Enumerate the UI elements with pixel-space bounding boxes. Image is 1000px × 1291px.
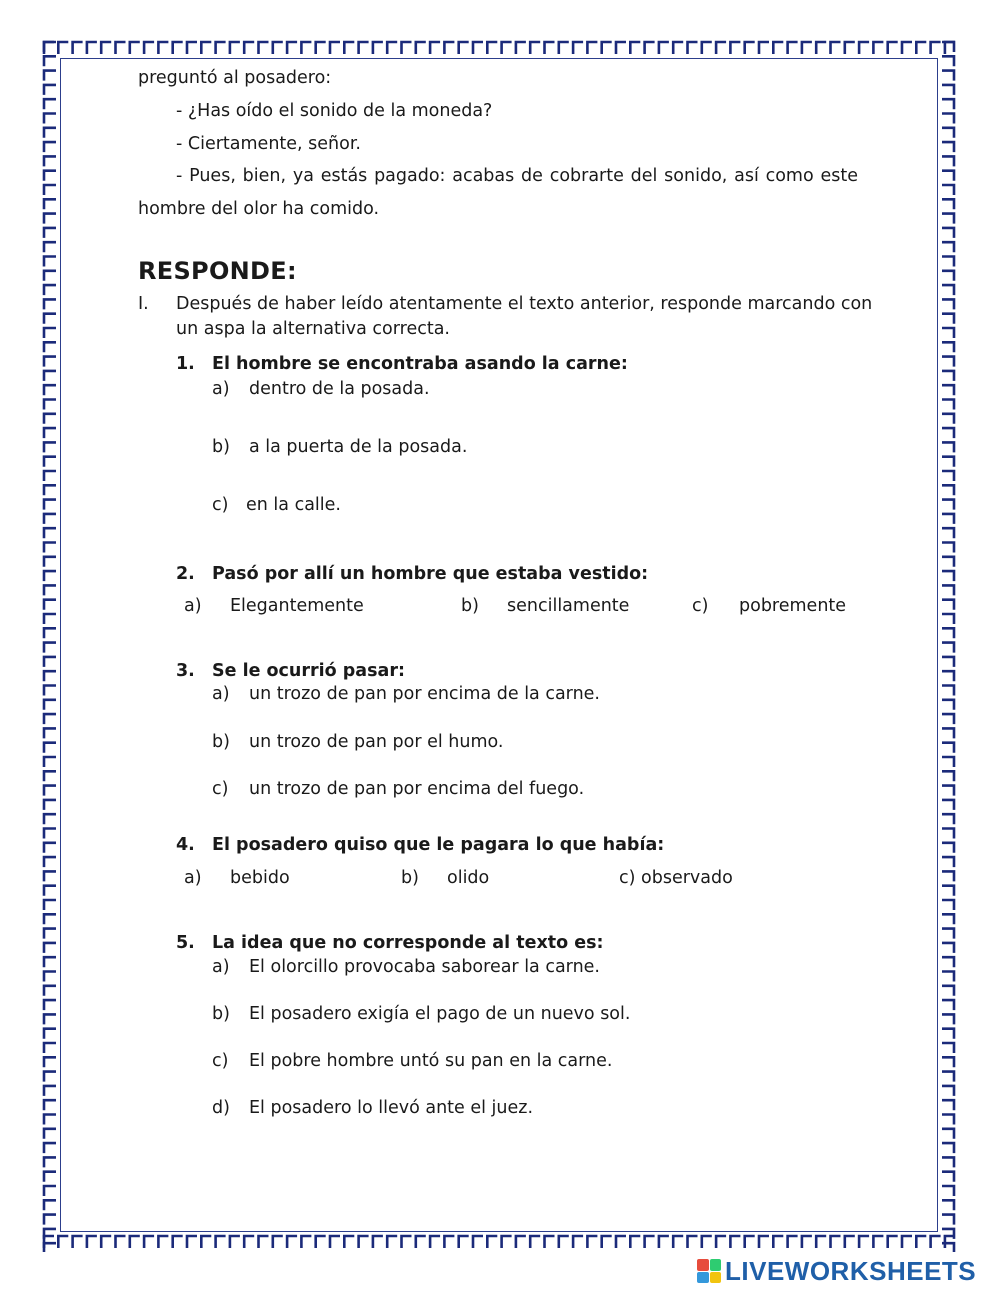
liveworksheets-wordmark: LIVEWORKSHEETS — [725, 1255, 977, 1286]
question-3-number: 3. — [176, 661, 195, 681]
instruction-line-1: Después de haber leído atentamente el texto anterior, responde marcando con — [176, 294, 873, 314]
section-heading: RESPONDE: — [138, 257, 297, 285]
q4-option-b-text[interactable]: olido — [447, 868, 490, 888]
q4-option-b-letter[interactable]: b) — [401, 868, 419, 888]
question-5-number: 5. — [176, 933, 195, 953]
q1-option-b-text[interactable]: a la puerta de la posada. — [249, 437, 468, 457]
question-1-title: El hombre se encontraba asando la carne: — [212, 354, 628, 374]
q4-option-c[interactable]: c) observado — [619, 868, 733, 888]
liveworksheets-logo — [697, 1255, 977, 1286]
instruction-line-2: un aspa la alternativa correcta. — [176, 319, 450, 339]
logo-tile-blue — [697, 1272, 709, 1284]
q3-option-b-letter[interactable]: b) — [212, 732, 230, 752]
logo-tile-green — [710, 1259, 722, 1271]
q3-option-a-text[interactable]: un trozo de pan por encima de la carne. — [249, 684, 600, 704]
question-5-title: La idea que no corresponde al texto es: — [212, 933, 604, 953]
q5-option-c-letter[interactable]: c) — [212, 1051, 229, 1071]
q2-option-c-letter[interactable]: c) — [692, 596, 709, 616]
q1-option-c-text[interactable]: en la calle. — [246, 495, 341, 515]
q1-option-b-letter[interactable]: b) — [212, 437, 230, 457]
q1-option-a-text[interactable]: dentro de la posada. — [249, 379, 430, 399]
q2-option-c-text[interactable]: pobremente — [739, 596, 847, 616]
question-2-title: Pasó por allí un hombre que estaba vestido: — [212, 564, 649, 584]
question-1-number: 1. — [176, 354, 195, 374]
q2-option-a-letter[interactable]: a) — [184, 596, 202, 616]
q2-option-b-letter[interactable]: b) — [461, 596, 479, 616]
question-2-number: 2. — [176, 564, 195, 584]
q5-option-b-text[interactable]: El posadero exigía el pago de un nuevo sol. — [249, 1004, 631, 1024]
q5-option-d-text[interactable]: El posadero lo llevó ante el juez. — [249, 1098, 534, 1118]
logo-tile-red — [697, 1259, 709, 1271]
intro-line-4: - Pues, bien, ya estás pagado: acabas de cobrarte del sonido, así como este — [176, 166, 858, 186]
logo-tile-yellow — [710, 1272, 722, 1284]
instruction-numeral: I. — [138, 294, 149, 314]
q1-option-c-letter[interactable]: c) — [212, 495, 229, 515]
q5-option-a-letter[interactable]: a) — [212, 957, 230, 977]
intro-line-5: hombre del olor ha comido. — [138, 199, 380, 219]
intro-line-2: - ¿Has oído el sonido de la moneda? — [176, 101, 493, 121]
q5-option-a-text[interactable]: El olorcillo provocaba saborear la carne. — [249, 957, 600, 977]
intro-line-1: preguntó al posadero: — [138, 68, 332, 88]
intro-line-3: - Ciertamente, señor. — [176, 134, 361, 154]
q3-option-a-letter[interactable]: a) — [212, 684, 230, 704]
q5-option-d-letter[interactable]: d) — [212, 1098, 230, 1118]
q3-option-b-text[interactable]: un trozo de pan por el humo. — [249, 732, 504, 752]
q3-option-c-letter[interactable]: c) — [212, 779, 229, 799]
q4-option-a-letter[interactable]: a) — [184, 868, 202, 888]
q5-option-c-text[interactable]: El pobre hombre untó su pan en la carne. — [249, 1051, 613, 1071]
question-4-number: 4. — [176, 835, 195, 855]
q5-option-b-letter[interactable]: b) — [212, 1004, 230, 1024]
q4-option-a-text[interactable]: bebido — [230, 868, 290, 888]
q1-option-a-letter[interactable]: a) — [212, 379, 230, 399]
liveworksheets-icon — [697, 1259, 721, 1283]
q3-option-c-text[interactable]: un trozo de pan por encima del fuego. — [249, 779, 585, 799]
q2-option-b-text[interactable]: sencillamente — [507, 596, 630, 616]
q2-option-a-text[interactable]: Elegantemente — [230, 596, 364, 616]
question-3-title: Se le ocurrió pasar: — [212, 661, 405, 681]
question-4-title: El posadero quiso que le pagara lo que había: — [212, 835, 665, 855]
